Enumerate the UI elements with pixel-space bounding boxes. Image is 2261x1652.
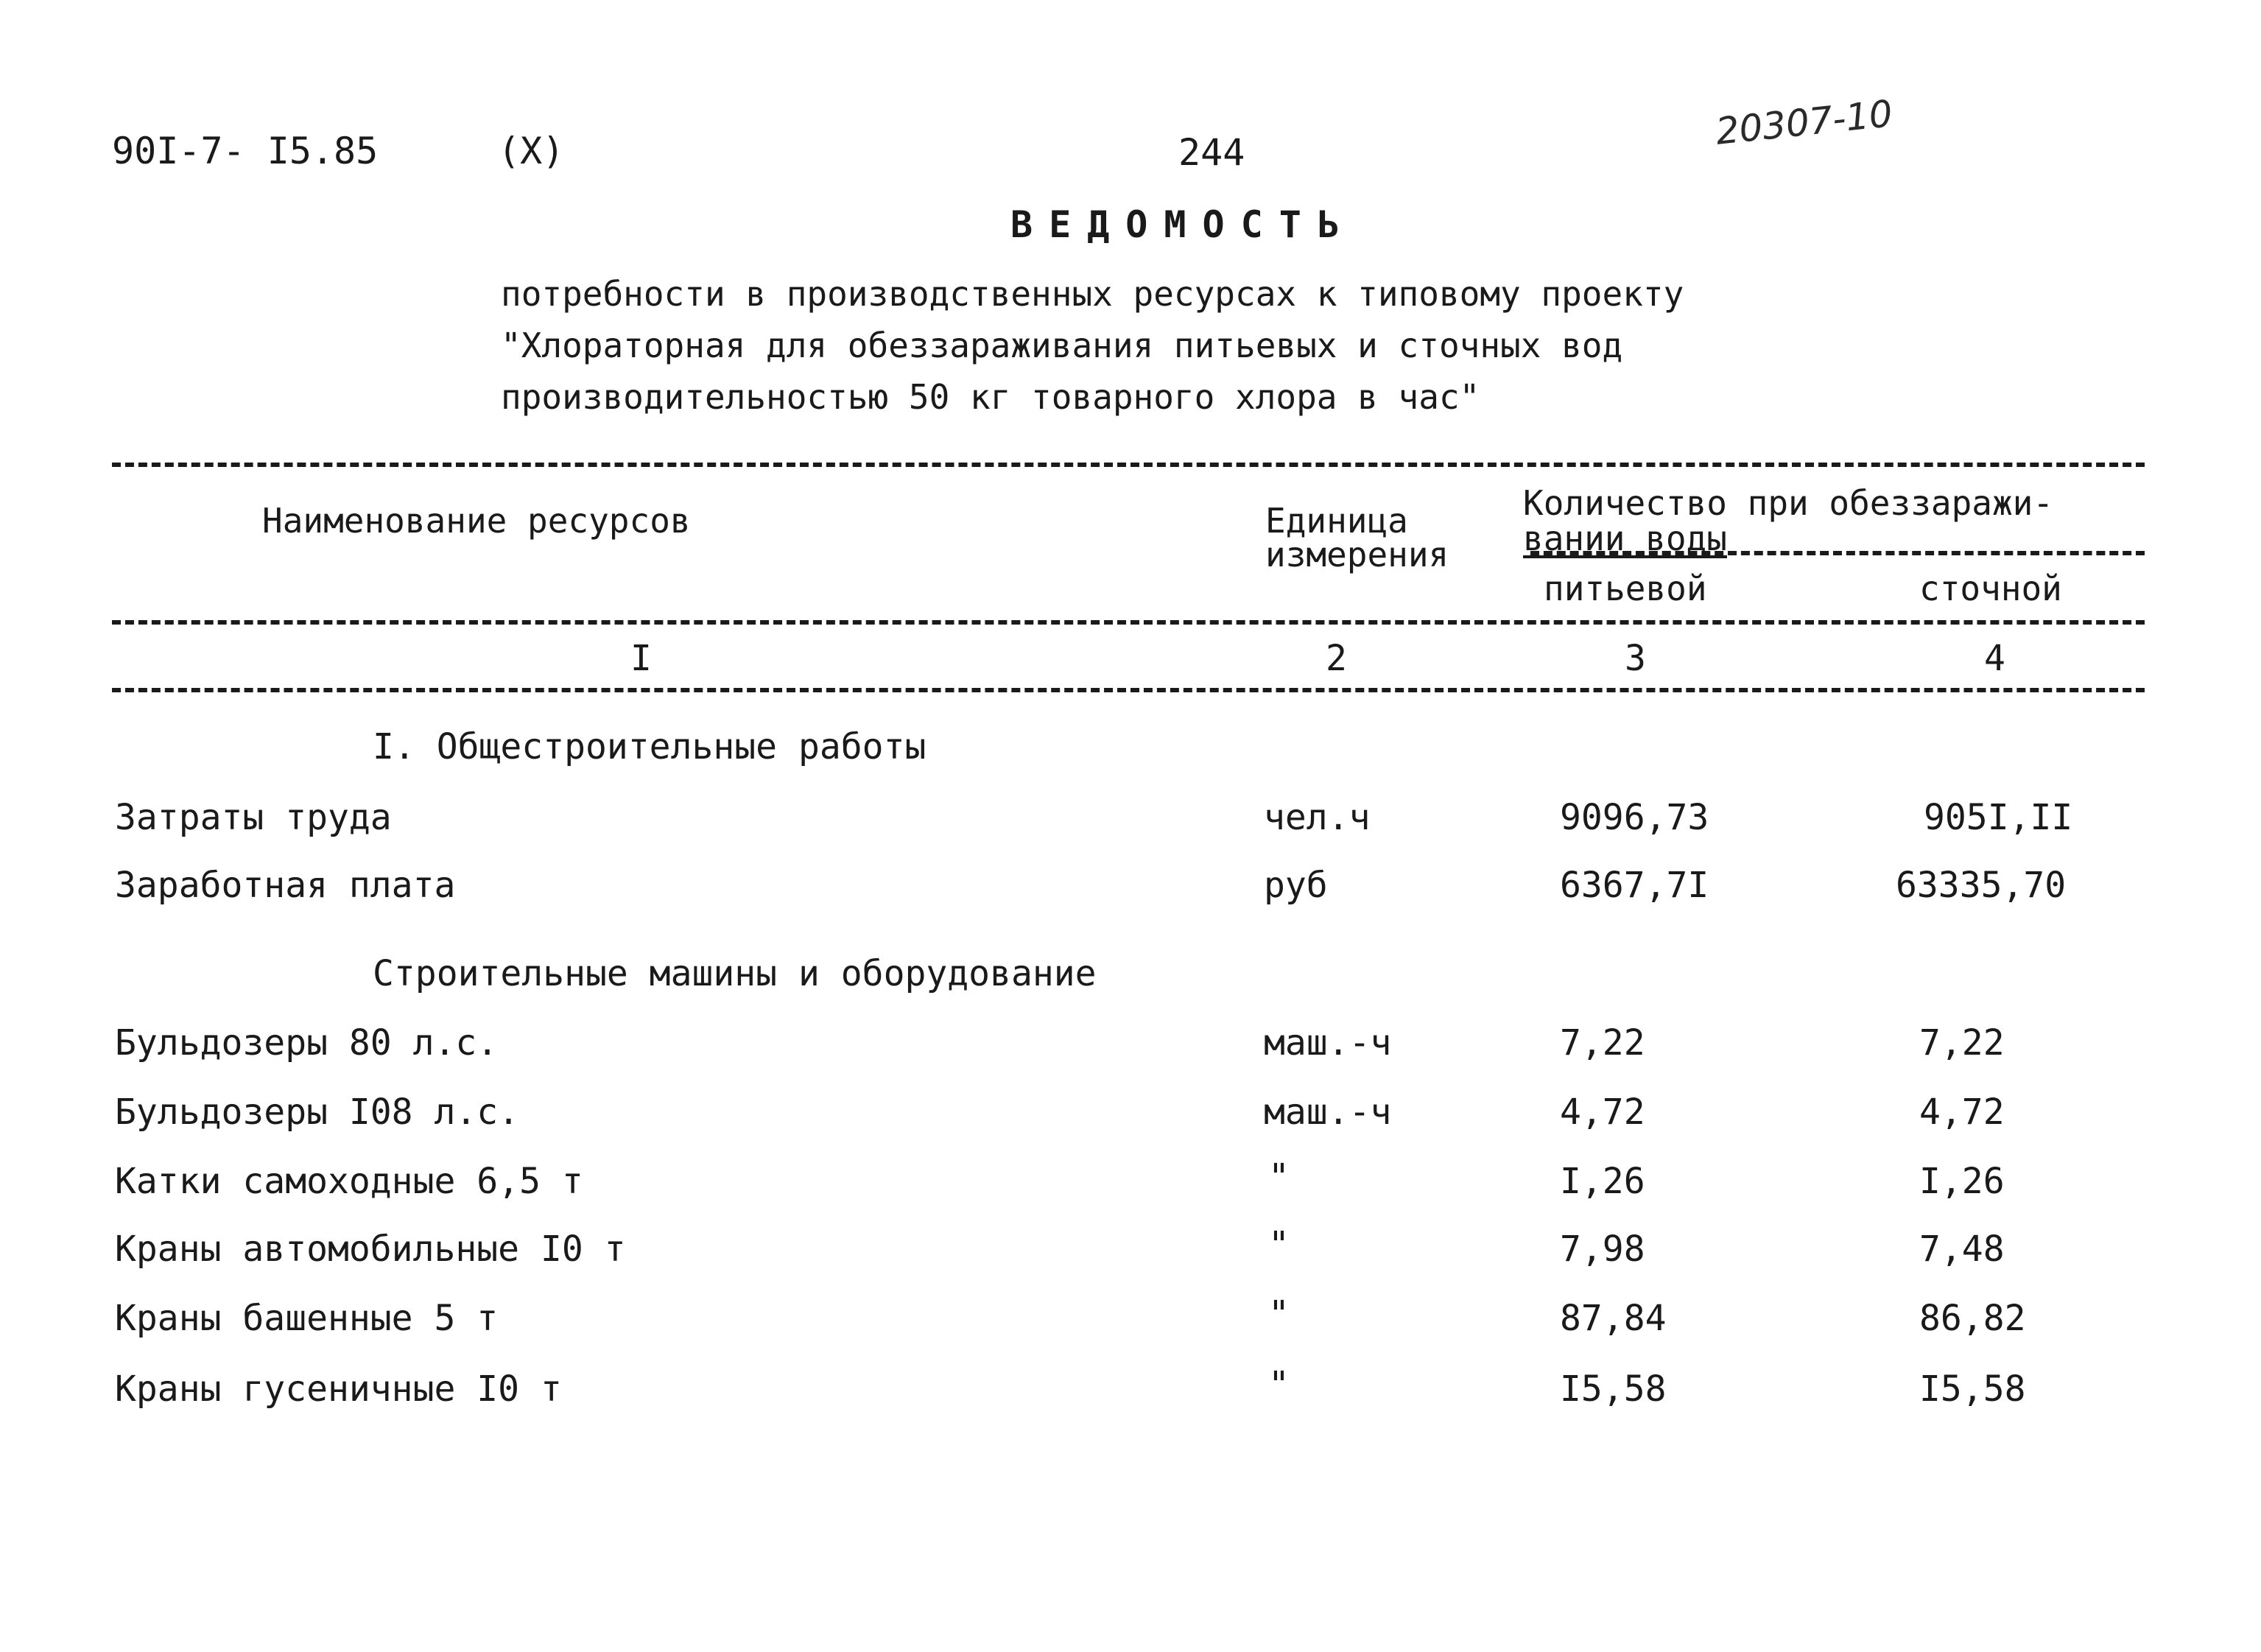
row-value-drinking: 6367,7I bbox=[1560, 865, 1709, 906]
column-number-2: 2 bbox=[1326, 638, 1347, 679]
section-number: (X) bbox=[498, 130, 565, 172]
header-bottom-rule bbox=[112, 688, 2145, 692]
row-unit: " bbox=[1268, 1364, 1290, 1405]
row-unit: маш.-ч bbox=[1264, 1022, 1392, 1064]
row-name: Краны башенные 5 т bbox=[115, 1298, 499, 1339]
column-number-3: 3 bbox=[1625, 638, 1646, 679]
document-code: 90I-7- I5.85 bbox=[112, 130, 379, 172]
row-name: Бульдозеры 80 л.с. bbox=[115, 1022, 499, 1064]
row-unit: чел.ч bbox=[1264, 797, 1371, 838]
row-value-drinking: 4,72 bbox=[1560, 1092, 1645, 1133]
row-value-waste: 63335,70 bbox=[1896, 865, 2067, 906]
row-value-waste: 7,22 bbox=[1919, 1022, 2005, 1064]
handwritten-code: 20307-10 bbox=[1713, 91, 1895, 153]
row-value-drinking: 9096,73 bbox=[1560, 797, 1709, 838]
document-heading: ВЕДОМОСТЬ bbox=[1010, 203, 1356, 246]
column-number-4: 4 bbox=[1984, 638, 2005, 679]
row-unit: маш.-ч bbox=[1264, 1092, 1392, 1133]
row-value-waste: 4,72 bbox=[1919, 1092, 2005, 1133]
title-line-2: "Хлораторная для обеззараживания питьевых и сточных вод bbox=[501, 326, 1623, 365]
column-number-1: I bbox=[630, 638, 652, 679]
title-line-1: потребности в производственных ресурсах к типовому проекту bbox=[501, 274, 1684, 314]
column-header-drinking: питьевой bbox=[1544, 569, 1707, 608]
subsection-title: Строительные машины и оборудование bbox=[373, 953, 1097, 994]
column-header-waste: сточной bbox=[1919, 569, 2062, 608]
page-number: 244 bbox=[1178, 131, 1245, 174]
row-value-drinking: I5,58 bbox=[1560, 1368, 1667, 1410]
row-value-drinking: 87,84 bbox=[1560, 1298, 1667, 1339]
header-middle-rule bbox=[112, 620, 2145, 625]
column-header-quantity-line2: вании воды bbox=[1523, 519, 1727, 558]
row-name: Краны автомобильные I0 т bbox=[115, 1229, 626, 1270]
row-value-waste: I,26 bbox=[1919, 1161, 2005, 1202]
row-value-waste: I5,58 bbox=[1919, 1368, 2026, 1410]
row-value-drinking: 7,22 bbox=[1560, 1022, 1645, 1064]
row-name: Краны гусеничные I0 т bbox=[115, 1368, 562, 1410]
header-top-rule bbox=[112, 463, 2145, 467]
quantity-subheader-rule bbox=[1530, 551, 2145, 555]
row-unit: " bbox=[1268, 1156, 1290, 1198]
section-title: I. Общестроительные работы bbox=[373, 726, 926, 767]
column-header-unit-line1: Единица bbox=[1265, 501, 1408, 541]
row-name: Затраты труда bbox=[115, 797, 392, 838]
row-value-drinking: I,26 bbox=[1560, 1161, 1645, 1202]
row-name: Заработная плата bbox=[115, 865, 456, 906]
row-unit: руб bbox=[1264, 865, 1328, 906]
title-line-3: производительностью 50 кг товарного хлора в час" bbox=[501, 377, 1480, 417]
row-name: Катки самоходные 6,5 т bbox=[115, 1161, 583, 1202]
column-header-unit bbox=[1265, 501, 1449, 574]
row-value-waste: 905I,II bbox=[1924, 797, 2073, 838]
row-value-drinking: 7,98 bbox=[1560, 1229, 1645, 1270]
column-header-unit-line2: измерения bbox=[1265, 535, 1449, 574]
row-value-waste: 86,82 bbox=[1919, 1298, 2026, 1339]
row-name: Бульдозеры I08 л.с. bbox=[115, 1092, 520, 1133]
column-header-name: Наименование ресурсов bbox=[262, 501, 691, 541]
column-header-quantity-line1: Количество при обеззарaжи- bbox=[1523, 483, 2054, 523]
row-unit: " bbox=[1268, 1293, 1290, 1335]
row-value-waste: 7,48 bbox=[1919, 1229, 2005, 1270]
row-unit: " bbox=[1268, 1224, 1290, 1265]
